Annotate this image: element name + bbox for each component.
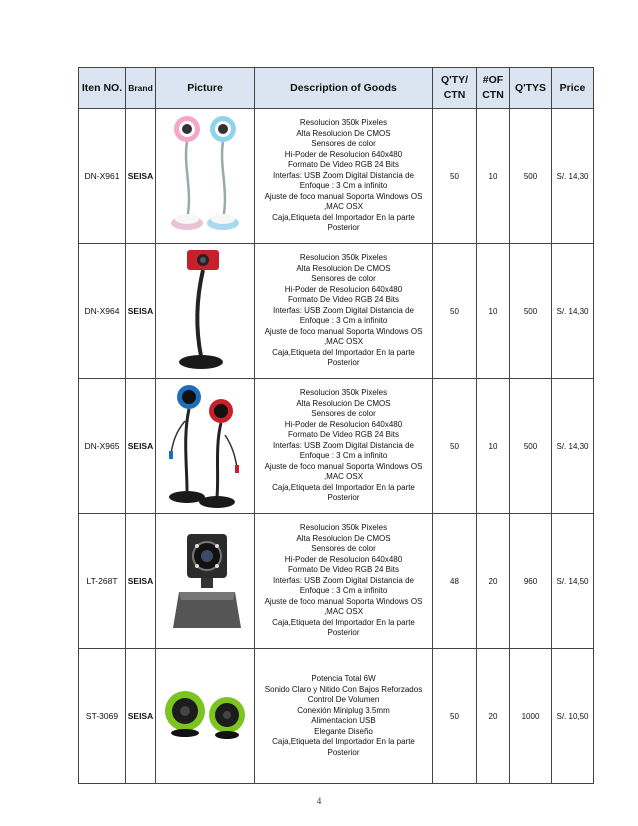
- description-line: Interfas: USB Zoom Digital Distancia de: [273, 575, 414, 585]
- table-row: [79, 379, 594, 514]
- pink-blue-webcam-image: [157, 111, 253, 241]
- number-of-ctn: 20: [477, 649, 510, 784]
- item-code: ST-3069: [79, 649, 126, 784]
- description-line: Sonido Claro y Nitido Con Bajos Reforzados: [264, 684, 423, 694]
- description-line: Sensores de color: [311, 544, 376, 554]
- description-line: Caja,Etiqueta del Importador En la parte: [272, 347, 415, 357]
- header-row: [79, 68, 594, 109]
- description-line: Control De Volumen: [307, 695, 380, 704]
- clip-webcam-image: [157, 516, 253, 646]
- header-qty-ctn-line2: CTN: [443, 89, 466, 101]
- description-line: Ajuste de foco manual Soporta Windows OS: [264, 326, 423, 336]
- description-line: Caja,Etiqueta del Importador En la parte: [272, 482, 415, 492]
- description-line: Ajuste de foco manual Soporta Windows OS: [264, 461, 423, 471]
- header-of-ctn-line2: CTN: [482, 89, 504, 101]
- item-code: DN-X961: [79, 109, 126, 244]
- product-picture: [156, 244, 255, 379]
- qty-per-ctn: 50: [433, 244, 477, 379]
- description-line: Alimentacion USB: [311, 716, 376, 725]
- number-of-ctn: 10: [477, 379, 510, 514]
- description-line: Resolucion 350k Pixeles: [299, 388, 388, 398]
- qty-per-ctn: 50: [433, 649, 477, 784]
- number-of-ctn: 10: [477, 244, 510, 379]
- description-line: Resolucion 350k Pixeles: [299, 523, 388, 533]
- total-qty: 960: [510, 514, 552, 649]
- number-of-ctn: 10: [477, 109, 510, 244]
- description-line: Alta Resolucion De CMOS: [296, 533, 391, 543]
- item-code: LT-268T: [79, 514, 126, 649]
- brand-name: SEISA: [126, 514, 156, 649]
- description-line: Formato De Video RGB 24 Bits: [287, 430, 399, 440]
- red-webcam-image: [157, 246, 253, 376]
- description-line: Caja,Etiqueta del Importador En la parte: [272, 212, 415, 222]
- number-of-ctn: 20: [477, 514, 510, 649]
- unit-price: S/. 14,30: [552, 379, 594, 514]
- header-qty-ctn: [433, 68, 477, 109]
- table-row: [79, 649, 594, 784]
- item-code: DN-X965: [79, 379, 126, 514]
- unit-price: S/. 14,30: [552, 244, 594, 379]
- table-row: [79, 109, 594, 244]
- description-line: Hi-Poder de Resolucion 640x480: [284, 284, 403, 294]
- description-cell: [255, 109, 433, 244]
- brand-name: SEISA: [126, 244, 156, 379]
- total-qty: 500: [510, 244, 552, 379]
- description-line: Conexión Miniplug 3.5mm: [297, 705, 390, 715]
- description-line: Formato De Video RGB 24 Bits: [287, 160, 399, 170]
- description-line: Enfoque : 3 Cm a infinito: [299, 586, 388, 596]
- description-line: Posterior: [327, 493, 360, 503]
- product-picture: [156, 109, 255, 244]
- header-item-no: Iten NO.: [79, 68, 126, 109]
- blue-red-webcam-image: [157, 381, 253, 511]
- header-brand: Brand: [126, 68, 156, 109]
- description-line: Sensores de color: [311, 274, 376, 284]
- total-qty: 500: [510, 379, 552, 514]
- page-number: 4: [316, 796, 322, 806]
- description-line: Posterior: [327, 358, 360, 368]
- header-qty-ctn-line1: Q'TY/: [441, 74, 468, 86]
- description-line: Caja,Etiqueta del Importador En la parte: [272, 737, 415, 746]
- total-qty: 1000: [510, 649, 552, 784]
- header-picture: Picture: [156, 68, 255, 109]
- brand-name: SEISA: [126, 379, 156, 514]
- product-picture: [156, 514, 255, 649]
- description-line: ,MAC OSX: [323, 607, 364, 617]
- unit-price: S/. 10,50: [552, 649, 594, 784]
- description-line: Potencia Total 6W: [311, 674, 376, 683]
- description-line: Formato De Video RGB 24 Bits: [287, 295, 399, 305]
- description-line: Alta Resolucion De CMOS: [296, 398, 391, 408]
- description-line: Alta Resolucion De CMOS: [296, 128, 391, 138]
- description-line: Hi-Poder de Resolucion 640x480: [284, 419, 403, 429]
- header-of-ctn: [477, 68, 510, 109]
- description-line: Alta Resolucion De CMOS: [296, 263, 391, 273]
- header-description: Description of Goods: [255, 68, 433, 109]
- goods-table: [78, 67, 594, 784]
- description-line: Enfoque : 3 Cm a infinito: [299, 181, 388, 191]
- description-line: Interfas: USB Zoom Digital Distancia de: [273, 170, 414, 180]
- description-line: Interfas: USB Zoom Digital Distancia de: [273, 305, 414, 315]
- qty-per-ctn: 50: [433, 109, 477, 244]
- header-qtys: Q'TYS: [510, 68, 552, 109]
- description-line: Formato De Video RGB 24 Bits: [287, 565, 399, 575]
- description-line: Interfas: USB Zoom Digital Distancia de: [273, 440, 414, 450]
- unit-price: S/. 14,50: [552, 514, 594, 649]
- qty-per-ctn: 50: [433, 379, 477, 514]
- description-line: Enfoque : 3 Cm a infinito: [299, 316, 388, 326]
- description-line: Sensores de color: [311, 409, 376, 419]
- description-line: ,MAC OSX: [323, 337, 364, 347]
- description-line: Caja,Etiqueta del Importador En la parte: [272, 617, 415, 627]
- brand-name: SEISA: [126, 109, 156, 244]
- item-code: DN-X964: [79, 244, 126, 379]
- description-line: Enfoque : 3 Cm a infinito: [299, 451, 388, 461]
- description-line: Resolucion 350k Pixeles: [299, 118, 388, 128]
- description-line: Posterior: [327, 747, 360, 757]
- description-cell: [255, 514, 433, 649]
- unit-price: S/. 14,30: [552, 109, 594, 244]
- description-line: Hi-Poder de Resolucion 640x480: [284, 554, 403, 564]
- green-speakers-image: [157, 651, 253, 781]
- header-price: Price: [552, 68, 594, 109]
- total-qty: 500: [510, 109, 552, 244]
- description-line: ,MAC OSX: [323, 472, 364, 482]
- description-cell: [255, 244, 433, 379]
- product-picture: [156, 379, 255, 514]
- description-line: ,MAC OSX: [323, 202, 364, 212]
- description-line: Hi-Poder de Resolucion 640x480: [284, 149, 403, 159]
- description-line: Resolucion 350k Pixeles: [299, 253, 388, 263]
- table-row: [79, 514, 594, 649]
- qty-per-ctn: 48: [433, 514, 477, 649]
- description-line: Posterior: [327, 628, 360, 638]
- description-line: Posterior: [327, 223, 360, 233]
- table-row: [79, 244, 594, 379]
- header-of-ctn-line1: #OF: [482, 74, 504, 86]
- description-cell: [255, 649, 433, 784]
- description-line: Ajuste de foco manual Soporta Windows OS: [264, 191, 423, 201]
- description-line: Sensores de color: [311, 139, 376, 149]
- product-picture: [156, 649, 255, 784]
- brand-name: SEISA: [126, 649, 156, 784]
- description-line: Elegante Diseño: [314, 726, 373, 736]
- description-cell: [255, 379, 433, 514]
- description-line: Ajuste de foco manual Soporta Windows OS: [264, 596, 423, 606]
